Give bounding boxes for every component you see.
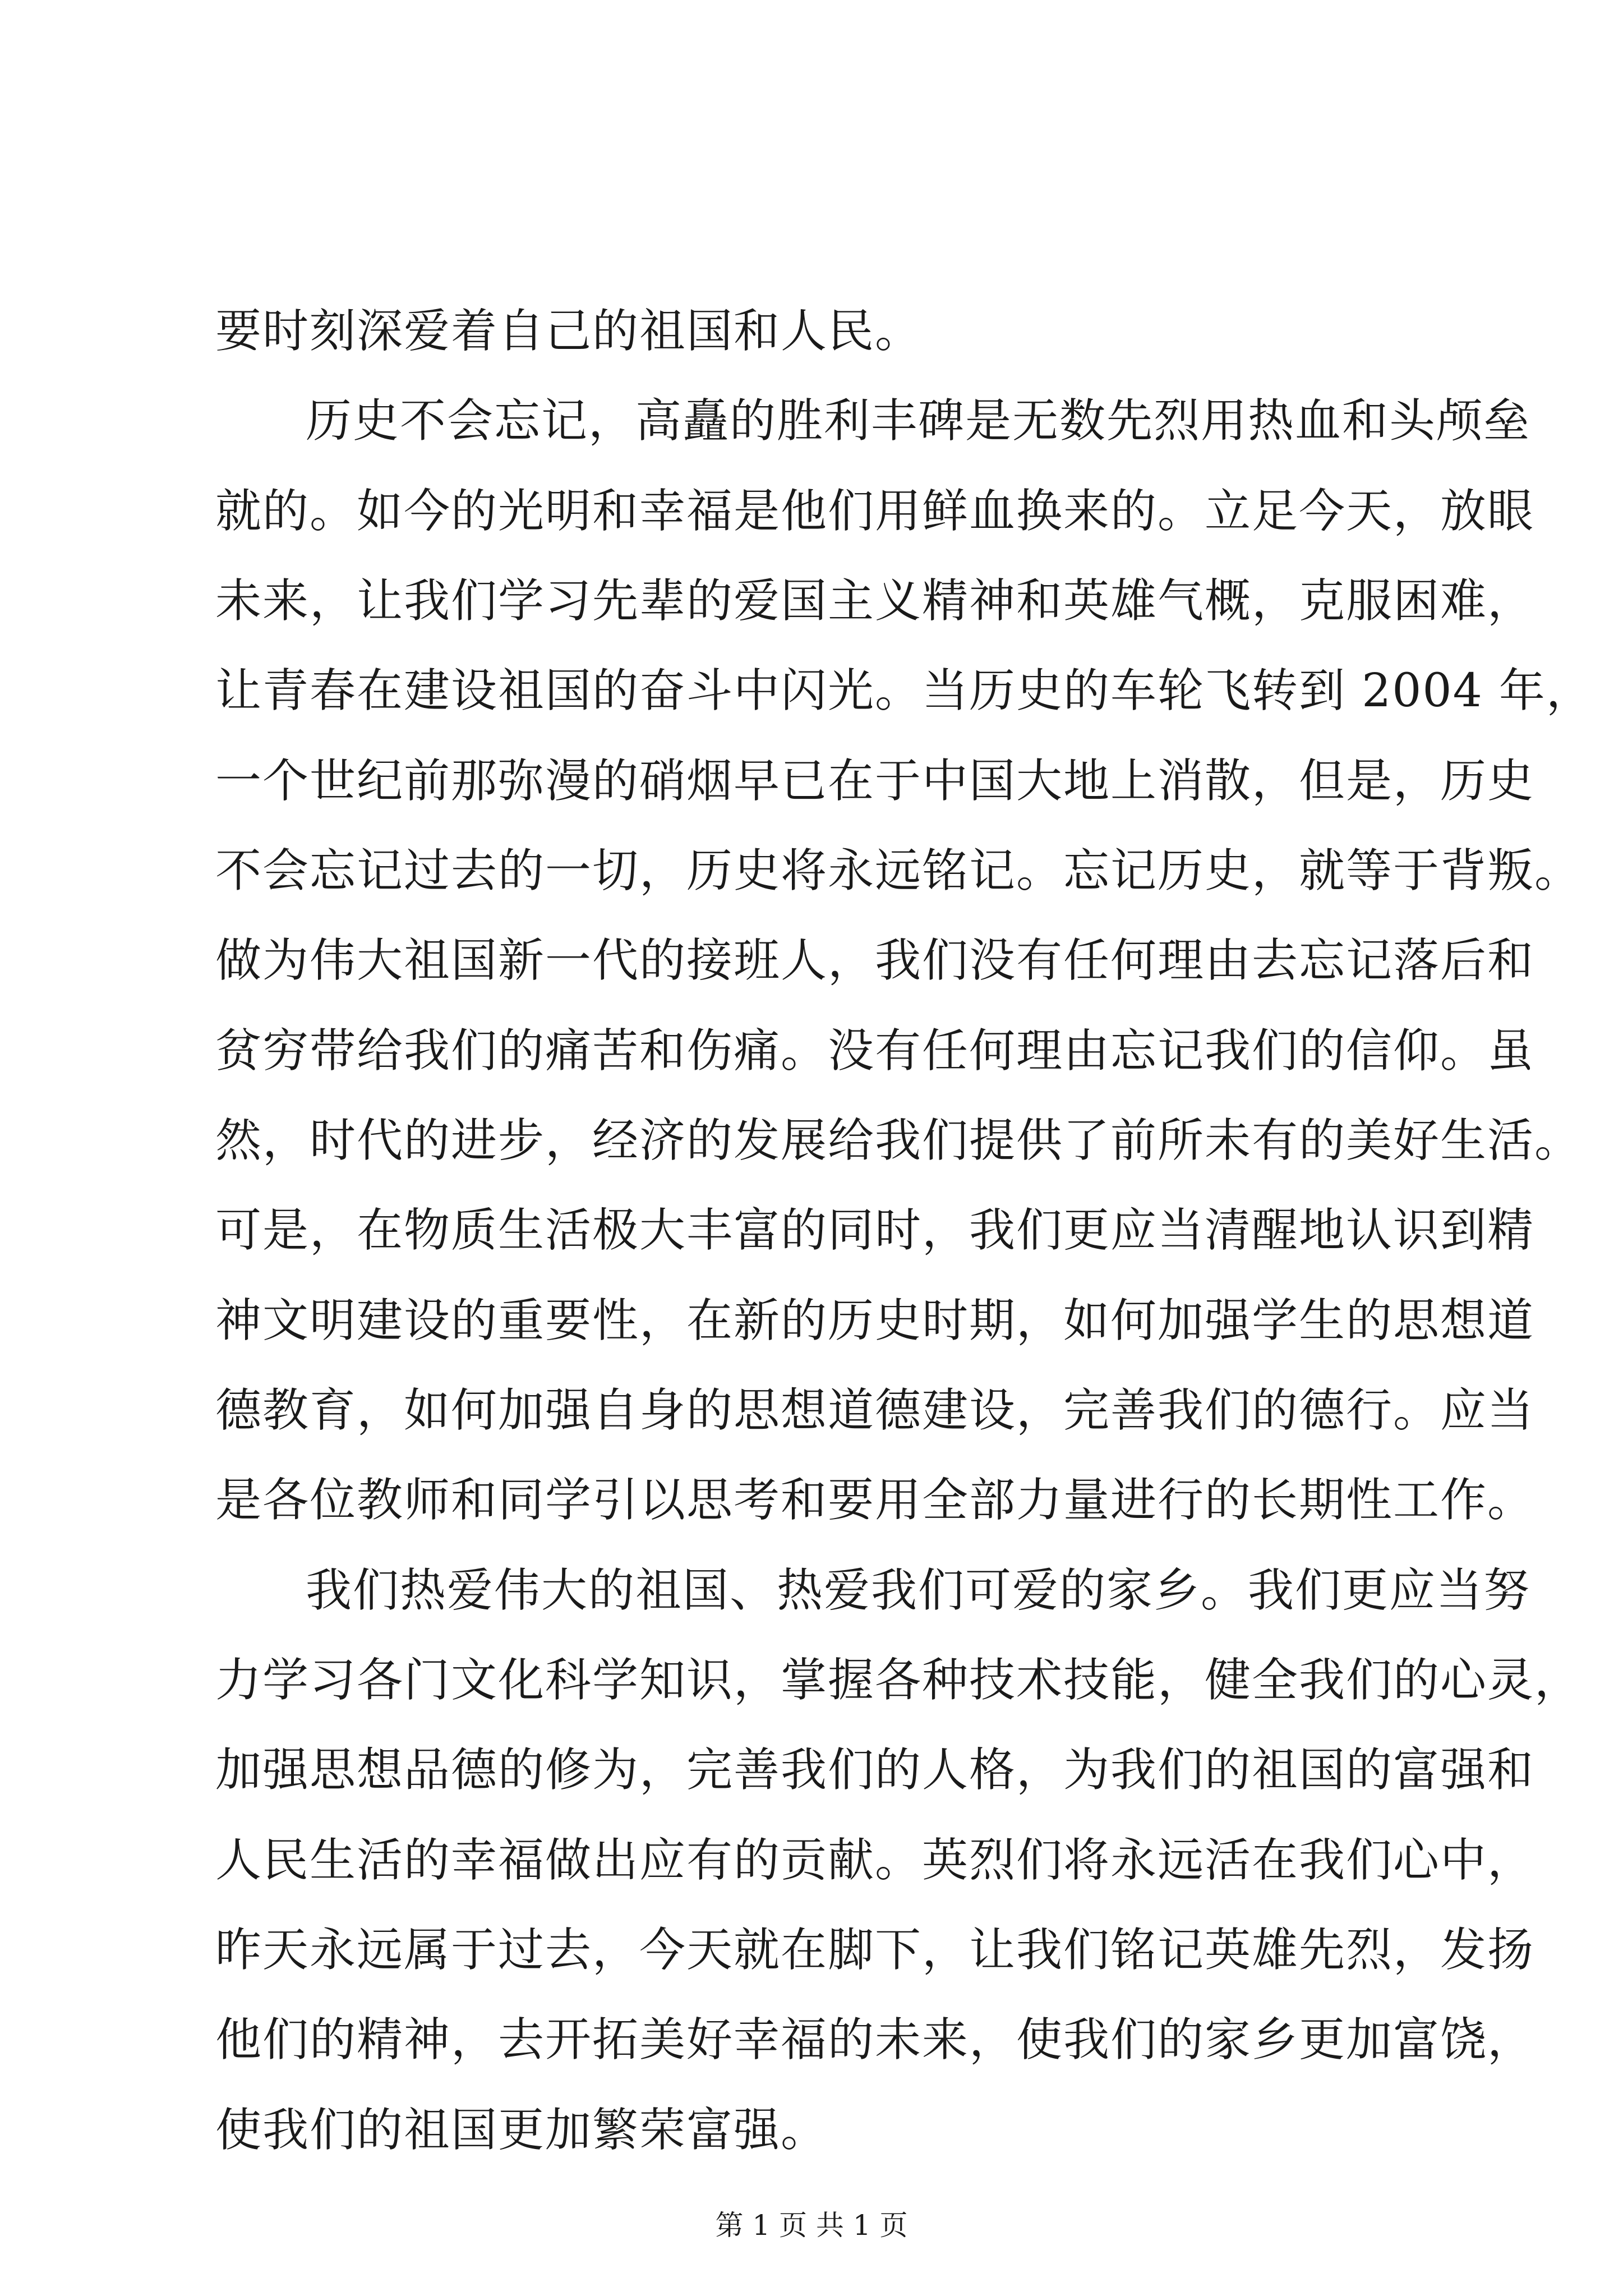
- text-line: 不会忘记过去的一切，历史将永远铭记。忘记历史，就等于背叛。: [215, 844, 1582, 898]
- text-line: 然，时代的进步，经济的发展给我们提供了前所未有的美好生活。: [215, 1114, 1582, 1167]
- text-line: 加强思想品德的修为，完善我们的人格，为我们的祖国的富强和: [215, 1743, 1535, 1797]
- text-line: 神文明建设的重要性，在新的历史时期，如何加强学生的思想道: [215, 1294, 1535, 1347]
- text-line: 就的。如今的光明和幸福是他们用鲜血换来的。立足今天，放眼: [215, 485, 1535, 538]
- text-line: 可是，在物质生活极大丰富的同时，我们更应当清醒地认识到精: [215, 1204, 1535, 1257]
- paragraph-first-line: 历史不会忘记，高矗的胜利丰碑是无数先烈用热血和头颅垒: [306, 394, 1531, 448]
- text-line: 一个世纪前那弥漫的硝烟早已在于中国大地上消散，但是，历史: [215, 754, 1535, 808]
- text-line: 使我们的祖国更加繁荣富强。: [215, 2104, 828, 2157]
- text-line: 力学习各门文化科学知识，掌握各种技术技能，健全我们的心灵，: [215, 1654, 1582, 1707]
- text-line: 要时刻深爱着自己的祖国和人民。: [215, 305, 923, 358]
- text-line: 做为伟大祖国新一代的接班人，我们没有任何理由去忘记落后和: [215, 934, 1535, 987]
- text-line: 未来，让我们学习先辈的爱国主义精神和英雄气概，克服困难，: [215, 574, 1535, 628]
- page-number-footer: 第 1 页 共 1 页: [715, 2209, 908, 2242]
- text-line: 是各位教师和同学引以思考和要用全部力量进行的长期性工作。: [215, 1474, 1535, 1527]
- text-line: 德教育，如何加强自身的思想道德建设，完善我们的德行。应当: [215, 1384, 1535, 1437]
- paragraph-first-line: 我们热爱伟大的祖国、热爱我们可爱的家乡。我们更应当努: [306, 1564, 1531, 1617]
- text-line: 他们的精神，去开拓美好幸福的未来，使我们的家乡更加富饶，: [215, 2013, 1535, 2067]
- text-line: 贫穷带给我们的痛苦和伤痛。没有任何理由忘记我们的信仰。虽: [215, 1024, 1535, 1078]
- text-line: 让青春在建设祖国的奋斗中闪光。当历史的车轮飞转到 2004 年，: [215, 664, 1593, 717]
- text-line: 人民生活的幸福做出应有的贡献。英烈们将永远活在我们心中，: [215, 1834, 1535, 1887]
- text-line: 昨天永远属于过去，今天就在脚下，让我们铭记英雄先烈，发扬: [215, 1924, 1535, 1977]
